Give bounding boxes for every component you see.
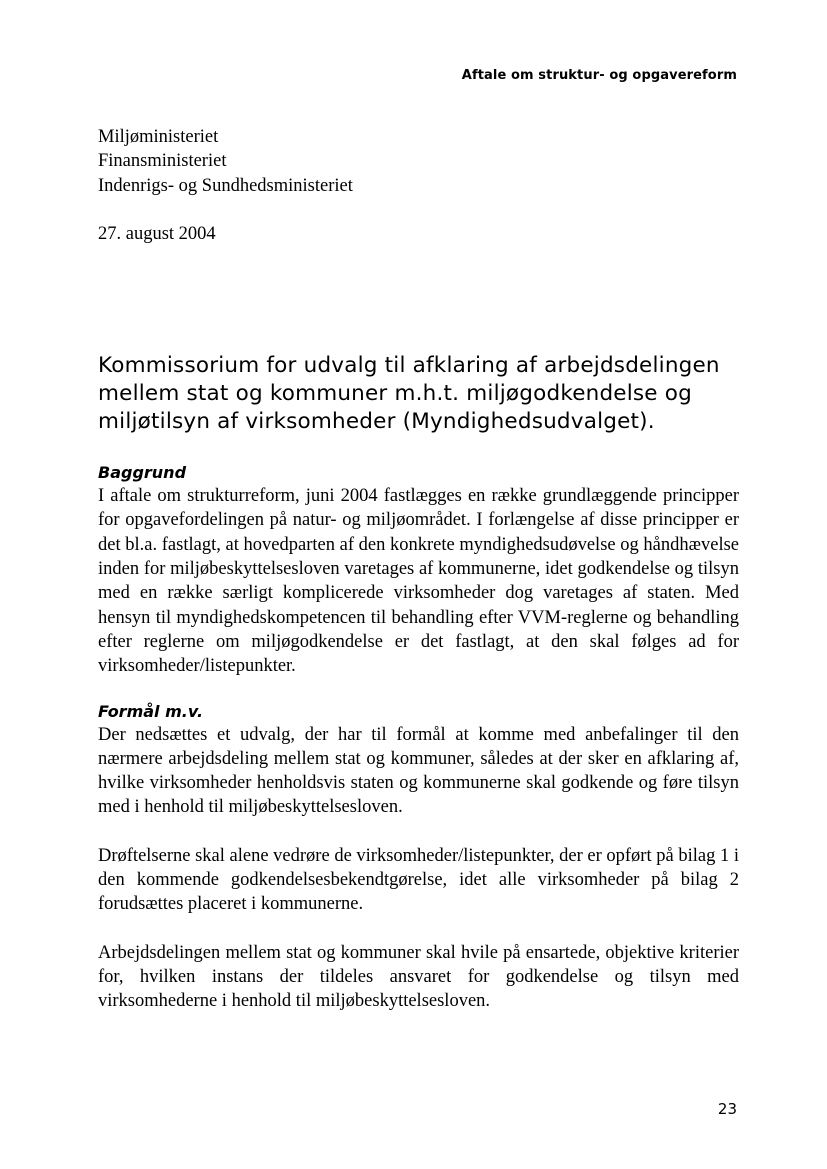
- ministry-list: [98, 125, 739, 198]
- ministry-name: Miljøministeriet: [98, 127, 219, 147]
- section-heading-baggrund: Baggrund: [98, 463, 187, 483]
- document-date: 27. august 2004: [98, 223, 216, 244]
- paragraph: Arbejdsdelingen mellem stat og kommuner skal hvile på ensartede, objektive kriterier for, hvilken instans der tildeles ansvaret for godkendelse og tilsyn med virksomhederne i henhold til miljøbeskyttelsesloven.: [98, 942, 739, 1012]
- section-heading-formaal: Formål m.v.: [98, 701, 204, 721]
- document-body: [98, 125, 739, 1014]
- ministry-name: Finansministeriet: [98, 151, 227, 172]
- ministry-name: Indenrigs- og Sundhedsministeriet: [98, 175, 353, 196]
- paragraph: Drøftelserne skal alene vedrøre de virksomheder/listepunkter, der er opført på bilag 1 i den kommende godkendelsesbekendtgørelse, idet alle virksomheder på bilag 2 forudsættes placeret i kommunerne.: [98, 845, 739, 915]
- paragraph: I aftale om strukturreform, juni 2004 fastlægges en række grundlæggende principper for opgavefordelingen på natur- og miljøområdet. I forlængelse af disse principper er det bl.a. fastlagt, at hovedparten af den konkrete myndighedsudøvelse og håndhævelse inden for miljøbeskyttelsesloven varetages af kommunerne, idet godkendelse og tilsyn med en række særligt komplicerede virksomheder dog varetages af staten. Med hensyn til myndighedskompetencen til behandling efter VVM-reglerne og behandling efter reglerne om miljøgodkendelse er det fastlagt, at den skal følges ad for virksomheder/listepunkter.: [98, 486, 739, 677]
- paragraph: Der nedsættes et udvalg, der har til formål at komme med anbefalinger til den nærmere arbejdsdeling mellem stat og kommuner, således at der sker en afklaring af, hvilke virksomheder henholdsvis staten og kommunerne skal godkende og føre tilsyn med i henhold til miljøbeskyttelsesloven.: [98, 724, 739, 818]
- running-header: Aftale om struktur- og opgavereform: [461, 68, 737, 83]
- document-title: Kommissorium for udvalg til afklaring af arbejdsdelingen mellem stat og kommuner m.h.t. miljøgodkendelse og miljøtilsyn af virksomheder (Myndighedsudvalget).: [98, 353, 720, 435]
- page-number: 23: [717, 1100, 737, 1118]
